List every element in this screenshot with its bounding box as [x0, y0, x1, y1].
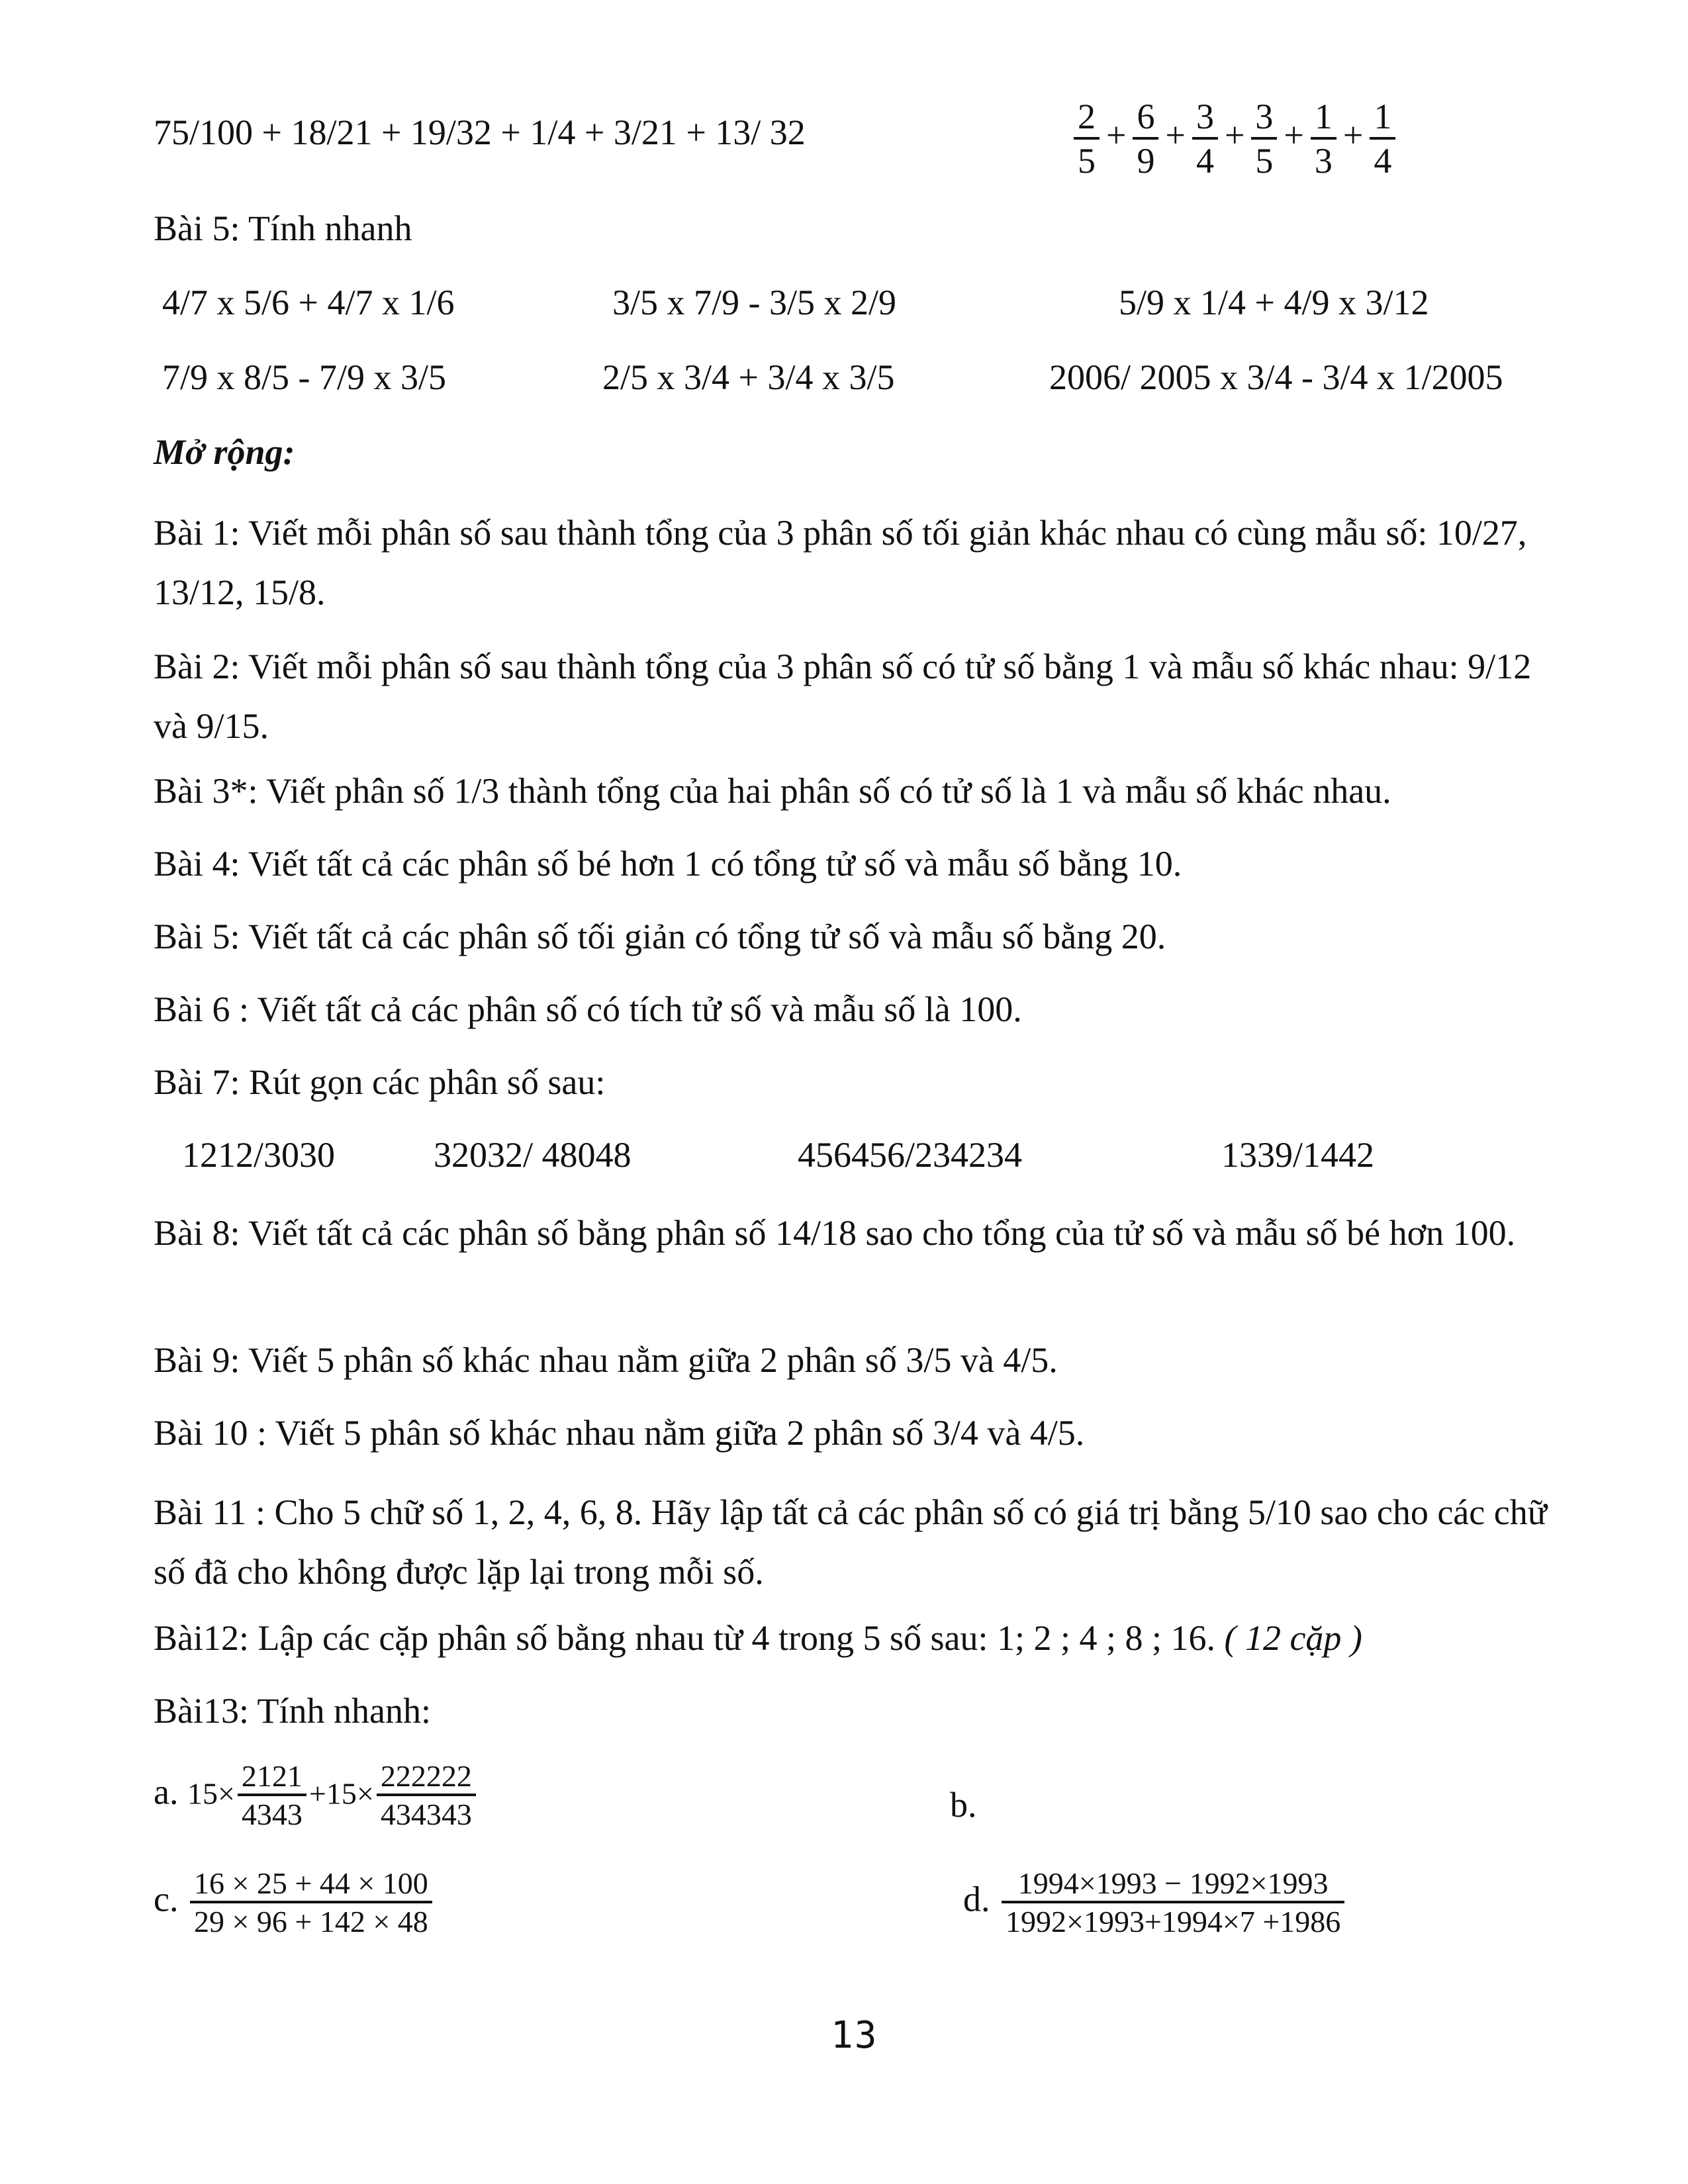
fraction: $\frac{6}{9}$: [1133, 98, 1158, 179]
mo-rong-bai6: Bài 6 : Viết tất cả các phân số có tích tử số và mẫu số là 100.: [154, 989, 1022, 1029]
fraction: $\frac{222222}{434343}$: [377, 1760, 476, 1831]
bai13-d: [963, 1868, 1347, 1938]
mo-rong-bai2: Bài 2: Viết mỗi phân số sau thành tổng của 3 phân số có tử số bằng 1 và mẫu số khác nhau: 9/12 và 9/15.: [154, 647, 1532, 746]
fraction: $\frac{1}{3}$: [1311, 98, 1336, 179]
fraction: $\frac{2}{5}$: [1074, 98, 1100, 179]
fraction: $\frac{1994\times 1993 - 1992\times 1993}{1992\times 1993+1994\times 7 +1986}$: [1002, 1868, 1344, 1938]
bai13-a: a. 15× $\frac{2121}{4343}$ +15× $\frac{222222}{434343}$: [154, 1760, 479, 1831]
fraction: $\frac{3}{5}$: [1251, 98, 1277, 179]
fraction: $\frac{3}{4}$: [1192, 98, 1218, 179]
bai5-r2-c3: 2006/ 2005 x 3/4 - 3/4 x 1/2005: [1049, 357, 1503, 397]
mo-rong-bai11: Bài 11 : Cho 5 chữ số 1, 2, 4, 6, 8. Hãy lập tất cả các phân số có giá trị bằng 5/10 sao cho các chữ số đã cho không được lặp lại trong mỗi số.: [154, 1492, 1547, 1592]
bai7-item-2: 32032/ 48048: [434, 1135, 632, 1175]
bai5-title: Bài 5: Tính nhanh: [154, 208, 412, 248]
bai5-r1-c2: 3/5 x 7/9 - 3/5 x 2/9: [612, 283, 896, 322]
mo-rong-bai12: [154, 1615, 1362, 1661]
bai13-b-label: b.: [950, 1785, 977, 1825]
mo-rong-bai9: Bài 9: Viết 5 phân số khác nhau nằm giữa 2 phân số 3/5 và 4/5.: [154, 1340, 1058, 1380]
bai13-d-label: d.: [963, 1879, 990, 1919]
bai13-c-label: c.: [154, 1879, 179, 1919]
top-left-expression: 75/100 + 18/21 + 19/32 + 1/4 + 3/21 + 13/ 32: [154, 113, 806, 152]
bai7-item-1: 1212/3030: [182, 1135, 336, 1175]
top-right-expression: $\frac{2}{5}$ + $\frac{6}{9}$ + $\frac{3}{4}$ + $\frac{3}{5}$ + $\frac{1}{3}$ + $\frac{1}{4}$: [1071, 98, 1398, 179]
bai5-r1-c1: 4/7 x 5/6 + 4/7 x 1/6: [162, 283, 455, 322]
bai12-note: ( 12 cặp ): [1224, 1618, 1362, 1658]
bai13-c: [154, 1868, 435, 1938]
bai12-text: Bài12: Lập các cặp phân số bằng nhau từ 4 trong 5 số sau: 1; 2 ; 4 ; 8 ; 16.: [154, 1618, 1215, 1658]
page-number: 13: [831, 2014, 878, 2057]
mo-rong-bai4: Bài 4: Viết tất cả các phân số bé hơn 1 có tổng tử số và mẫu số bằng 10.: [154, 844, 1182, 884]
fraction: $\frac{1}{4}$: [1370, 98, 1395, 179]
mo-rong-bai13: Bài13: Tính nhanh:: [154, 1691, 431, 1731]
mo-rong-bai8: Bài 8: Viết tất cả các phân số bằng phân số 14/18 sao cho tổng của tử số và mẫu số bé hơn 100.: [154, 1213, 1516, 1253]
bai5-r2-c2: 2/5 x 3/4 + 3/4 x 3/5: [602, 357, 895, 397]
bai5-r1-c3: 5/9 x 1/4 + 4/9 x 3/12: [1119, 283, 1429, 322]
mo-rong-bai3: Bài 3*: Viết phân số 1/3 thành tổng của hai phân số có tử số là 1 và mẫu số khác nhau.: [154, 771, 1391, 811]
bai7-item-3: 456456/234234: [798, 1135, 1023, 1175]
fraction: $\frac{16 \times 25 + 44 \times 100}{29 \times 96 + 142 \times 48}$: [190, 1868, 432, 1938]
bai13-a-label: a.: [154, 1772, 179, 1812]
mo-rong-bai5: Bài 5: Viết tất cả các phân số tối giản có tổng tử số và mẫu số bằng 20.: [154, 917, 1166, 956]
fraction: $\frac{2121}{4343}$: [238, 1760, 306, 1831]
bai5-r2-c1: 7/9 x 8/5 - 7/9 x 3/5: [162, 357, 446, 397]
bai7-item-4: 1339/1442: [1221, 1135, 1375, 1175]
mo-rong-heading: Mở rộng:: [154, 432, 295, 472]
mo-rong-bai7: Bài 7: Rút gọn các phân số sau:: [154, 1062, 606, 1102]
mo-rong-bai10: Bài 10 : Viết 5 phân số khác nhau nằm giữa 2 phân số 3/4 và 4/5.: [154, 1413, 1085, 1453]
mo-rong-bai1: Bài 1: Viết mỗi phân số sau thành tổng của 3 phân số tối giản khác nhau có cùng mẫu số: 10/27, 13/12, 15/8.: [154, 513, 1527, 612]
